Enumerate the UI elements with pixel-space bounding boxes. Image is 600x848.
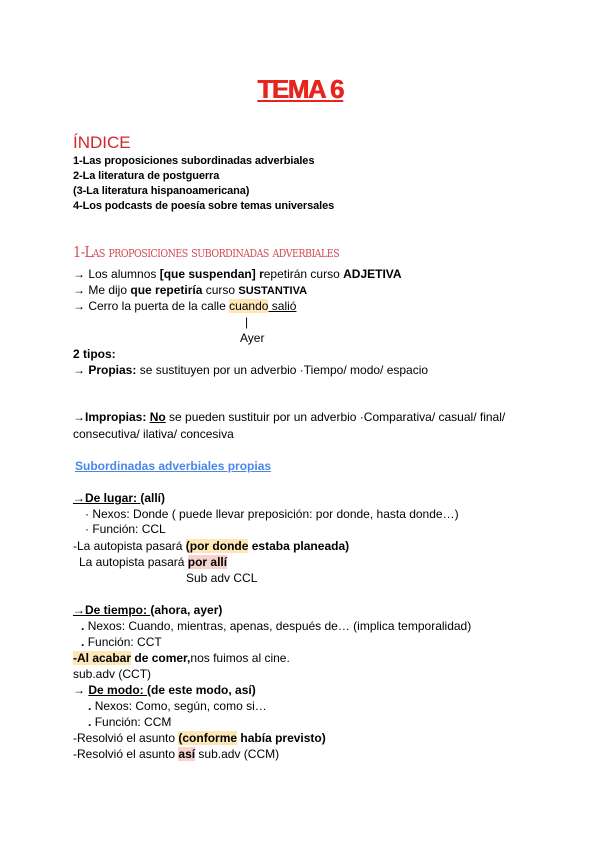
text: Ayer xyxy=(240,331,265,345)
example xyxy=(73,539,349,553)
text: -Resolvió el asunto xyxy=(73,731,179,745)
example xyxy=(73,731,326,745)
text: →De lugar: xyxy=(73,491,141,505)
propias-line xyxy=(73,363,428,377)
text: (allí) xyxy=(140,491,166,505)
highlight: (conforme xyxy=(178,731,238,745)
highlight: -Al acabar xyxy=(73,651,132,665)
text: sub.adv (CCT) xyxy=(73,667,152,681)
lugar-heading xyxy=(73,491,165,505)
bracket-clause: [que suspendan] xyxy=(159,267,260,281)
text: estaba planeada) xyxy=(248,539,350,553)
list-item: . Nexos: Cuando, mientras, apenas, después de… (implica temporalidad) xyxy=(81,619,472,633)
label: Impropias: xyxy=(85,410,147,424)
link-text[interactable]: Subordinadas adverbiales propias xyxy=(75,459,272,473)
text: Función: CCL xyxy=(92,522,166,536)
list-item: . Nexos: Como, según, como si… xyxy=(88,699,267,713)
subheading: 2 tipos: xyxy=(73,347,116,361)
example xyxy=(79,555,227,569)
section-title: 1-Las proposiciones subordinadas adverbiales xyxy=(73,243,340,261)
type-label: SUSTANTIVA xyxy=(238,285,308,297)
text: se pueden sustituir por un adverbio ·Comparativa/ casual/ final/ xyxy=(165,410,506,424)
text: No xyxy=(149,410,166,424)
text: Función: CCM xyxy=(94,715,172,729)
text: se sustituyen por un adverbio ·Tiempo/ modo/ espacio xyxy=(136,363,429,377)
text: Nexos: Como, según, como si… xyxy=(94,699,267,713)
list-item: · Función: CCL xyxy=(85,522,166,536)
text: La autopista pasará xyxy=(79,555,188,569)
clause: que repetiría xyxy=(130,283,203,297)
index-item: 1-Las proposiciones subordinadas adverbiales xyxy=(73,155,315,167)
text: → Me dijo xyxy=(73,283,131,297)
example xyxy=(73,747,279,761)
type-label: ADJETIVA xyxy=(343,267,402,281)
text: (ahora, ayer) xyxy=(150,603,223,617)
list-item: . Función: CCT xyxy=(81,635,162,649)
text: Función: CCT xyxy=(87,635,162,649)
text: →De tiempo: xyxy=(73,603,151,617)
page-title: TEMA 6 xyxy=(257,74,343,104)
text: epetirán curso xyxy=(263,267,344,281)
example-adjetiva xyxy=(73,267,402,281)
text: curso xyxy=(202,283,239,297)
list-item: · Nexos: Donde ( puede llevar preposición: por donde, hasta donde…) xyxy=(85,507,459,521)
highlight: cuando xyxy=(229,299,269,313)
text: → xyxy=(73,363,89,377)
modo-heading xyxy=(73,683,256,697)
example-sustantiva xyxy=(73,283,307,297)
connector-line: | xyxy=(245,315,249,329)
text: Nexos: Donde ( puede llevar preposición: por donde, hasta donde…) xyxy=(92,507,459,521)
text: había previsto) xyxy=(237,731,326,745)
tiempo-heading xyxy=(73,603,222,617)
text: → xyxy=(73,683,89,697)
text: De modo: xyxy=(88,683,148,697)
text: -La autopista pasará xyxy=(73,539,186,553)
text: salió xyxy=(268,299,297,313)
list-item: . Función: CCM xyxy=(88,715,172,729)
text: (de este modo, así) xyxy=(147,683,256,697)
index-heading: ÍNDICE xyxy=(73,133,131,152)
text: → Los alumnos xyxy=(73,267,160,281)
text: → xyxy=(73,410,85,424)
index-item: (3-La literatura hispanoamericana) xyxy=(73,185,250,197)
text: Nexos: Cuando, mientras, apenas, después de… (implica temporalidad) xyxy=(87,619,472,633)
highlight: así xyxy=(178,747,196,761)
text: -Resolvió el asunto xyxy=(73,747,179,761)
impropias-line xyxy=(73,410,505,424)
index-item: 4-Los podcasts de poesía sobre temas universales xyxy=(73,200,335,212)
text: r xyxy=(259,267,264,281)
text: de comer, xyxy=(131,651,191,665)
section-link[interactable] xyxy=(75,459,271,473)
text: sub.adv (CCM) xyxy=(195,747,280,761)
impropias-line-2: consecutiva/ ilativa/ concesiva xyxy=(73,427,234,441)
example xyxy=(73,651,290,665)
label: Propias: xyxy=(88,363,137,377)
text: Sub adv CCL xyxy=(186,571,258,585)
highlight: por allí xyxy=(187,555,228,569)
text: nos fuimos al cine. xyxy=(190,651,290,665)
index-item: 2-La literatura de postguerra xyxy=(73,170,220,182)
highlight: (por donde xyxy=(185,539,249,553)
text: → Cerro la puerta de la calle xyxy=(73,299,230,313)
example-adverbial xyxy=(73,299,296,313)
